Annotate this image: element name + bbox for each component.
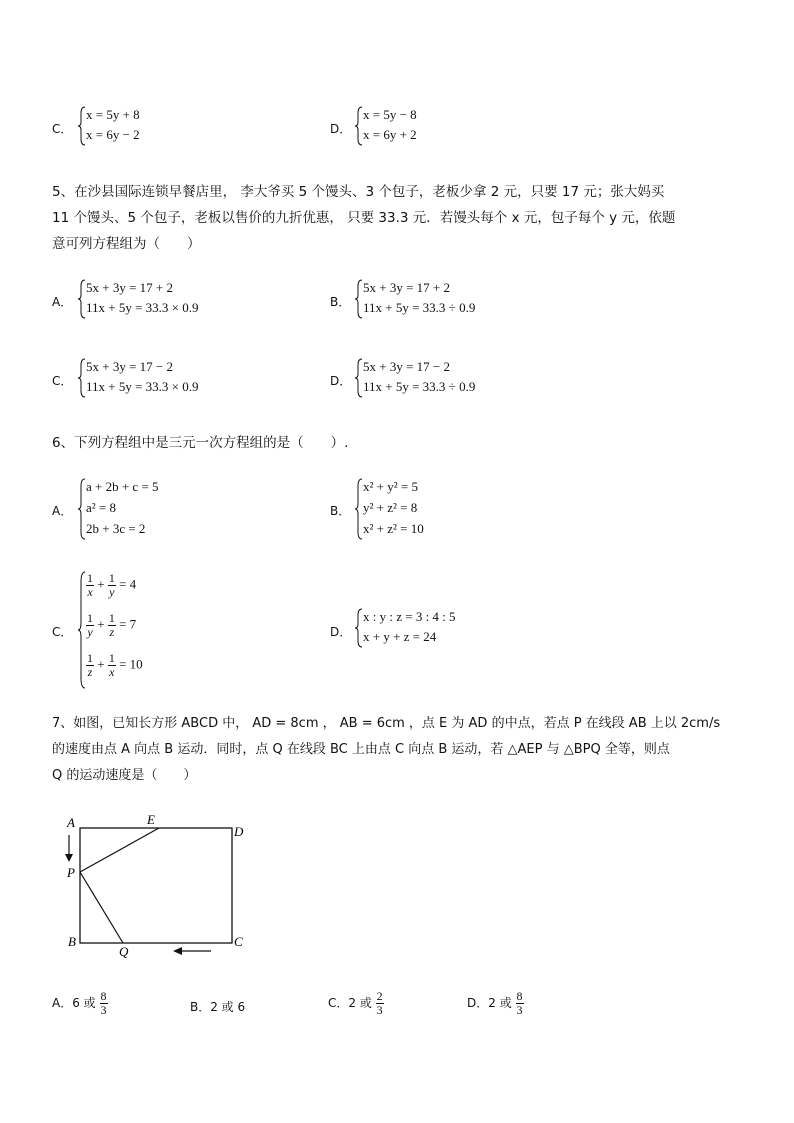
brace-icon bbox=[355, 105, 363, 147]
plus-sign: + bbox=[97, 616, 105, 632]
segment-pq bbox=[80, 872, 123, 943]
q6-d-eq2: x + y + z = 24 bbox=[363, 629, 437, 644]
q6-b-eq3: x² + z² = 10 bbox=[363, 521, 424, 536]
q5-d-eq2: 11x + 5y = 33.3 ÷ 0.9 bbox=[363, 379, 476, 394]
q6-c-eq3 bbox=[86, 652, 143, 679]
brace-icon bbox=[78, 278, 86, 320]
brace-icon bbox=[78, 357, 86, 399]
fraction: $\frac{1}{y}$ bbox=[108, 571, 115, 599]
q5-c-eq1: 5x + 3y = 17 − 2 bbox=[86, 359, 173, 374]
q5-d-eq1: 5x + 3y = 17 − 2 bbox=[363, 359, 450, 374]
q5-b-eq1: 5x + 3y = 17 + 2 bbox=[363, 280, 450, 295]
q5-option-c-system bbox=[78, 357, 238, 399]
q4-option-c-system bbox=[78, 105, 198, 147]
left-arrow-icon bbox=[173, 947, 182, 955]
q7-stem-line3: Q 的运动速度是（ ） bbox=[52, 768, 197, 783]
q6-a-eq1: a + 2b + c = 5 bbox=[86, 479, 159, 494]
q7-option-c-label: C．2 或 bbox=[328, 996, 372, 1010]
q4-d-eq1: x = 5y − 8 bbox=[363, 107, 417, 122]
q5-option-d-system bbox=[355, 357, 515, 399]
q6-c-eq3-rhs: = 10 bbox=[119, 656, 143, 672]
q6-c-eq2-rhs: = 7 bbox=[119, 616, 137, 632]
q6-option-a-label: A． bbox=[52, 504, 73, 518]
q7-stem-line1: 7、如图，已知长方形 ABCD 中， AD = 8cm ， AB = 6cm ，点 E 为 AD 的中点，若点 P 在线段 AB 上以 2cm/s bbox=[52, 716, 721, 731]
q7-option-a-label: A．6 或 bbox=[52, 996, 96, 1010]
q6-d-eq1: x : y : z = 3 : 4 : 5 bbox=[363, 609, 456, 624]
q5-option-a-system bbox=[78, 278, 238, 320]
q6-b-eq1: x² + y² = 5 bbox=[363, 479, 418, 494]
q5-option-c-label: C． bbox=[52, 374, 73, 388]
q6-a-eq2: a² = 8 bbox=[86, 500, 116, 515]
brace-icon bbox=[355, 477, 363, 541]
q6-c-eq1 bbox=[86, 572, 136, 599]
fraction: $\frac{8}{3}$ bbox=[100, 989, 107, 1017]
q4-d-eq2: x = 6y + 2 bbox=[363, 127, 417, 142]
q5-option-b-label: B． bbox=[330, 295, 351, 309]
q6-c-eq1-rhs: = 4 bbox=[119, 576, 137, 592]
q7-option-b: B．2 或 6 bbox=[190, 1000, 246, 1014]
q5-a-eq1: 5x + 3y = 17 + 2 bbox=[86, 280, 173, 295]
label-e: E bbox=[147, 812, 155, 827]
q5-c-eq2: 11x + 5y = 33.3 × 0.9 bbox=[86, 379, 199, 394]
q7-option-c bbox=[328, 990, 384, 1017]
q6-option-c-label: C． bbox=[52, 625, 73, 639]
plus-sign: + bbox=[97, 576, 105, 592]
brace-icon bbox=[78, 477, 86, 541]
q6-option-d-system bbox=[355, 607, 495, 649]
q4-option-d-system bbox=[355, 105, 475, 147]
q6-option-d-label: D． bbox=[330, 625, 352, 639]
brace-icon bbox=[78, 105, 86, 147]
down-arrow-icon bbox=[65, 854, 73, 862]
fraction: $\frac{1}{y}$ bbox=[87, 611, 93, 639]
rectangle-figure bbox=[60, 810, 260, 960]
fraction: $\frac{1}{z}$ bbox=[87, 651, 93, 679]
q6-stem: 6、下列方程组中是三元一次方程组的是（ ）. bbox=[52, 435, 349, 451]
brace-icon bbox=[78, 570, 86, 690]
q7-option-d-label: D．2 或 bbox=[467, 996, 512, 1010]
q5-stem-line3: 意可列方程组为（ ） bbox=[52, 236, 201, 252]
q6-option-a-system bbox=[78, 477, 218, 541]
q5-a-eq2: 11x + 5y = 33.3 × 0.9 bbox=[86, 300, 199, 315]
label-c: C bbox=[234, 934, 243, 949]
q5-b-eq2: 11x + 5y = 33.3 ÷ 0.9 bbox=[363, 300, 476, 315]
q5-stem-line1: 5、在沙县国际连锁早餐店里， 李大爷买 5 个馒头、3 个包子，老板少拿 2 元，只要 17 元；张大妈买 bbox=[52, 184, 665, 200]
label-p: P bbox=[67, 865, 75, 880]
q4-c-eq2: x = 6y − 2 bbox=[86, 127, 140, 142]
q5-stem-line2: 11 个馒头、5 个包子，老板以售价的九折优惠， 只要 33.3 元．若馒头每个 x 元，包子每个 y 元，依题 bbox=[52, 210, 676, 226]
label-d: D bbox=[234, 824, 244, 839]
brace-icon bbox=[355, 607, 363, 649]
q6-option-b-system bbox=[355, 477, 495, 541]
q5-option-d-label: D． bbox=[330, 374, 352, 388]
brace-icon bbox=[355, 278, 363, 320]
q5-option-b-system bbox=[355, 278, 515, 320]
q6-option-c-system bbox=[78, 570, 198, 690]
fraction: $\frac{8}{3}$ bbox=[516, 989, 523, 1017]
q7-stem-line2: 的速度由点 A 向点 B 运动．同时，点 Q 在线段 BC 上由点 C 向点 B 运动，若 △AEP 与 △BPQ 全等，则点 bbox=[52, 742, 670, 757]
plus-sign: + bbox=[97, 656, 105, 672]
q7-option-a bbox=[52, 990, 108, 1017]
q6-b-eq2: y² + z² = 8 bbox=[363, 500, 418, 515]
fraction: $\frac{1}{x}$ bbox=[87, 571, 93, 599]
q5-option-a-label: A． bbox=[52, 295, 73, 309]
q4-c-eq1: x = 5y + 8 bbox=[86, 107, 140, 122]
fraction: $\frac{2}{3}$ bbox=[376, 989, 383, 1017]
segment-pe bbox=[80, 828, 159, 872]
fraction: $\frac{1}{z}$ bbox=[108, 611, 115, 639]
label-a: A bbox=[67, 815, 75, 830]
q4-option-d-label: D． bbox=[330, 122, 352, 136]
q6-option-b-label: B． bbox=[330, 504, 351, 518]
brace-icon bbox=[355, 357, 363, 399]
q6-a-eq3: 2b + 3c = 2 bbox=[86, 521, 146, 536]
label-q: Q bbox=[119, 944, 129, 959]
q6-c-eq2 bbox=[86, 612, 136, 639]
label-b: B bbox=[68, 934, 76, 949]
q4-option-c-label: C． bbox=[52, 122, 73, 136]
q7-option-d bbox=[467, 990, 524, 1017]
rectangle-abcd bbox=[80, 828, 232, 943]
fraction: $\frac{1}{x}$ bbox=[108, 651, 115, 679]
